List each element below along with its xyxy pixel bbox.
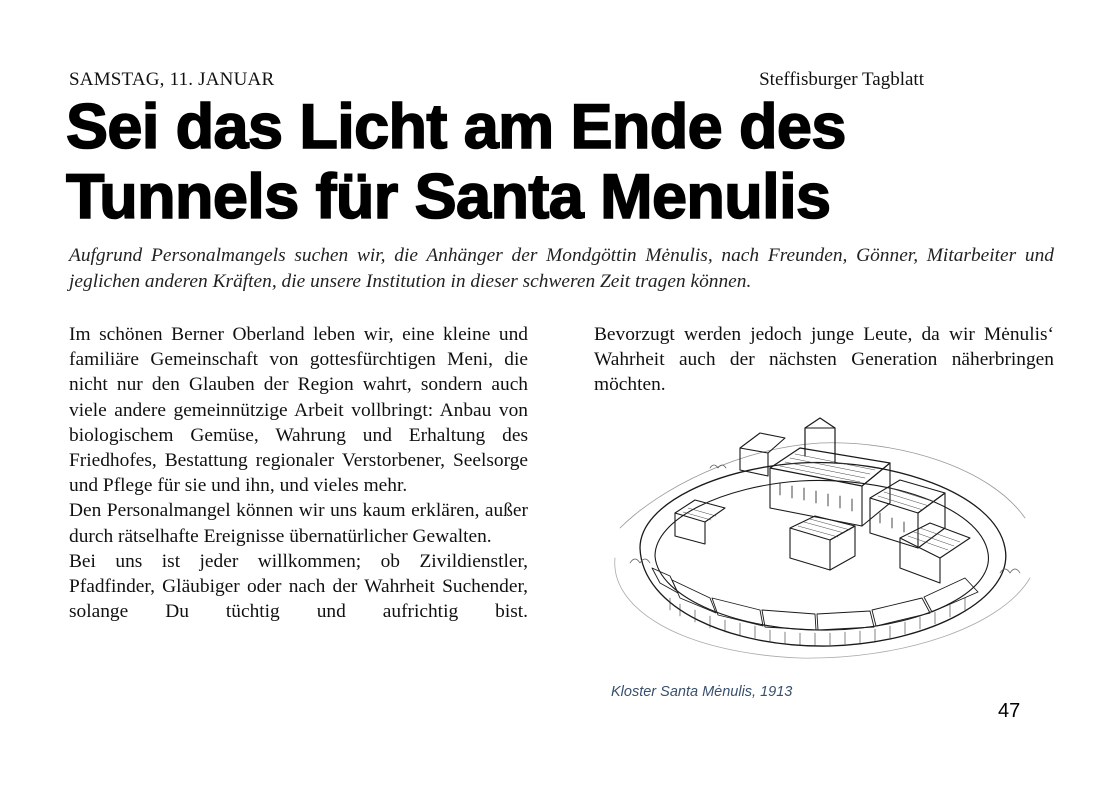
page-number: 47 — [998, 700, 1021, 722]
lead-paragraph: Aufgrund Personalmangels suchen wir, die Anhänger der Mondgöttin Mėnulis, nach Freunden, Gönner, Mitarbeiter und jeglichen anderen Kräften, die unsere Institution in dieser schweren Zeit tragen können. — [69, 245, 1054, 292]
image-caption: Kloster Santa Mėnulis, 1913 — [611, 684, 793, 700]
body-paragraph-1: Im schönen Berner Oberland leben wir, eine kleine und familiäre Gemeinschaft von gottesfürchtigen Meni, die nicht nur den Glauben der Region wahrt, sondern auch viele andere gemeinnützige Arbeit vollbringt: Anbau von biologischem Gemüse, Wahrung und Erhaltung des Friedhofes, Bestattung regionaler Verstorbener, Seelsorge und Pflege für sie und ihn, und vieles mehr. — [69, 324, 528, 497]
article-column-left — [69, 322, 528, 624]
headline — [66, 92, 1046, 232]
monastery-illustration — [600, 408, 1040, 668]
body-paragraph-4: Bevorzugt werden jedoch junge Leute, da wir Mėnulis‘ Wahrheit auch der nächsten Generation näherbringen möchten. — [594, 324, 1054, 396]
headline-line-2: Tunnels für Santa Menulis — [66, 162, 831, 232]
newspaper-name: Steffisburger Tagblatt — [759, 69, 924, 90]
issue-date: SAMSTAG, 11. JANUAR — [69, 69, 275, 90]
body-paragraph-2: Den Personalmangel können wir uns kaum erklären, außer durch rätselhafte Ereignisse übernatürlicher Gewalten. — [69, 500, 528, 547]
headline-line-1: Sei das Licht am Ende des — [66, 92, 846, 162]
article-column-right — [594, 322, 1054, 398]
body-paragraph-3: Bei uns ist jeder willkommen; ob Zivildienstler, Pfadfinder, Gläubiger oder nach der Wahrheit Suchender, solange Du tüchtig und aufrichtig bist. — [69, 550, 528, 623]
